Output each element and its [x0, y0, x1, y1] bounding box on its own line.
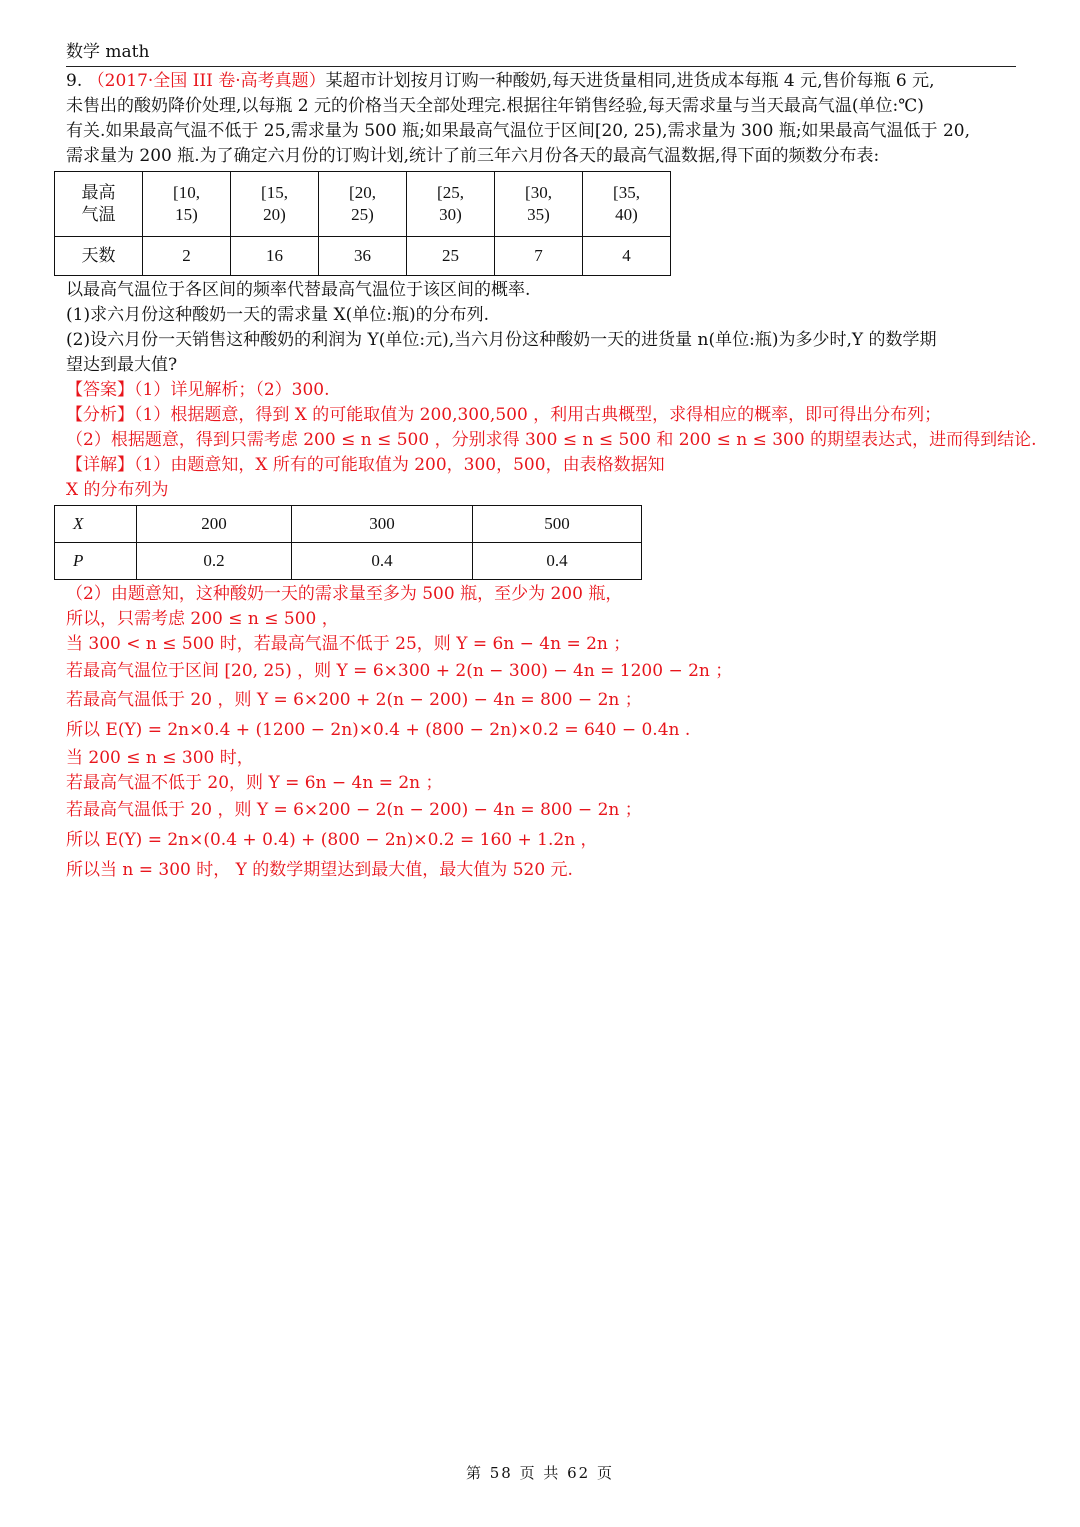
problem-source: （2017·全国 III 卷·高考真题）: [87, 71, 326, 91]
table-header-days: 天数: [55, 237, 143, 276]
problem-stem-line-3: 有关.如果最高气温不低于 25,需求量为 500 瓶;如果最高气温位于区间[20, 25),需求量为 300 瓶;如果最高气温低于 20,: [66, 121, 970, 141]
table-cell-days: 4: [583, 237, 671, 276]
distribution-table: [54, 505, 642, 580]
problem-stem-line-1: [66, 69, 1016, 94]
table-cell-range: [30, 35): [495, 172, 583, 237]
frequency-table-row-temperature: [55, 172, 671, 237]
part2-line-8: 若最高气温不低于 20，则 Y = 6n − 4n = 2n ；: [66, 773, 443, 793]
dist-cell-p: 0.2: [137, 543, 292, 580]
page-footer: 第 58 页 共 62 页: [465, 1464, 614, 1482]
problem-stem-text: 某超市计划按月订购一种酸奶,每天进货量相同,进货成本每瓶 4 元,售价每瓶 6 元,: [325, 71, 935, 91]
part2-line-7: 当 200 ≤ n ≤ 300 时，: [66, 748, 254, 768]
dist-cell-p: 0.4: [292, 543, 473, 580]
table-header-temperature: 最高 气温: [55, 172, 143, 237]
problem-text-after-table-1: 以最高气温位于各区间的频率代替最高气温位于该区间的概率.: [66, 280, 531, 300]
table-cell-days: 16: [231, 237, 319, 276]
table-cell-range: [10, 15): [143, 172, 231, 237]
dist-cell-x: 500: [473, 506, 642, 543]
page-header: 数学 math: [66, 40, 1016, 67]
table-cell-range: [35, 40): [583, 172, 671, 237]
table-cell-range: [15, 20): [231, 172, 319, 237]
part2-line-11: 所以当 n = 300 时， Y 的数学期望达到最大值，最大值为 520 元.: [66, 860, 573, 880]
part2-line-1: （2）由题意知，这种酸奶一天的需求量至多为 500 瓶，至少为 200 瓶，: [66, 584, 623, 604]
distribution-row-p: [55, 543, 642, 580]
part2-line-3: 当 300 < n ≤ 500 时，若最高气温不低于 25，则 Y = 6n − 4n = 2n ；: [66, 634, 631, 654]
dist-cell-x: 200: [137, 506, 292, 543]
problem-question-1: (1)求六月份这种酸奶一天的需求量 X(单位:瓶)的分布列.: [66, 305, 489, 325]
problem-question-2-cont: 望达到最大值?: [66, 355, 178, 375]
problem-stem-line-2: 未售出的酸奶降价处理,以每瓶 2 元的价格当天全部处理完.根据往年销售经验,每天需求量与当天最高气温(单位:℃): [66, 96, 924, 116]
part2-line-2: 所以，只需考虑 200 ≤ n ≤ 500 ，: [66, 609, 339, 629]
document-page: [66, 40, 1037, 885]
table-cell-days: 7: [495, 237, 583, 276]
problem-stem-line-4: 需求量为 200 瓶.为了确定六月份的订购计划,统计了前三年六月份各天的最高气温数据,得下面的频数分布表:: [66, 146, 880, 166]
table-cell-days: 2: [143, 237, 231, 276]
problem-number: 9.: [66, 71, 83, 91]
dist-cell-p: 0.4: [473, 543, 642, 580]
table-cell-range: [20, 25): [319, 172, 407, 237]
part2-line-10: 所以 E(Y) = 2n×(0.4 + 0.4) + (800 − 2n)×0.2 = 160 + 1.2n ，: [66, 830, 598, 850]
table-cell-days: 36: [319, 237, 407, 276]
dist-header-x: X: [55, 506, 137, 543]
part2-line-4: 若最高气温位于区间 [20, 25) ，则 Y = 6×300 + 2(n − 300) − 4n = 1200 − 2n ；: [66, 661, 733, 681]
analysis-line-2: （2）根据题意，得到只需考虑 200 ≤ n ≤ 500 ，分别求得 300 ≤ n ≤ 500 和 200 ≤ n ≤ 300 的期望表达式，进而得到结论.: [66, 430, 1037, 450]
problem-question-2: (2)设六月份一天销售这种酸奶的利润为 Y(单位:元),当六月份这种酸奶一天的进货量 n(单位:瓶)为多少时,Y 的数学期: [66, 330, 937, 350]
part2-line-6: 所以 E(Y) = 2n×0.4 + (1200 − 2n)×0.4 + (800 − 2n)×0.2 = 640 − 0.4n .: [66, 720, 691, 740]
frequency-table-row-days: [55, 237, 671, 276]
table-cell-days: 25: [407, 237, 495, 276]
analysis-line-1: 【分析】（1）根据题意，得到 X 的可能取值为 200,300,500 ，利用古典概型，求得相应的概率，即可得出分布列；: [66, 405, 942, 425]
part2-line-5: 若最高气温低于 20 ，则 Y = 6×200 + 2(n − 200) − 4n = 800 − 2n ；: [66, 690, 642, 710]
distribution-row-x: [55, 506, 642, 543]
table-cell-range: [25, 30): [407, 172, 495, 237]
dist-cell-x: 300: [292, 506, 473, 543]
frequency-table: [54, 171, 671, 276]
distribution-caption: X 的分布列为: [66, 480, 169, 500]
answer-line: 【答案】（1）详见解析；（2）300.: [66, 380, 330, 400]
detail-intro: 【详解】（1）由题意知，X 所有的可能取值为 200，300，500，由表格数据知: [66, 455, 665, 475]
dist-header-p: P: [55, 543, 137, 580]
part2-line-9: 若最高气温低于 20 ，则 Y = 6×200 − 2(n − 200) − 4n = 800 − 2n ；: [66, 800, 642, 820]
